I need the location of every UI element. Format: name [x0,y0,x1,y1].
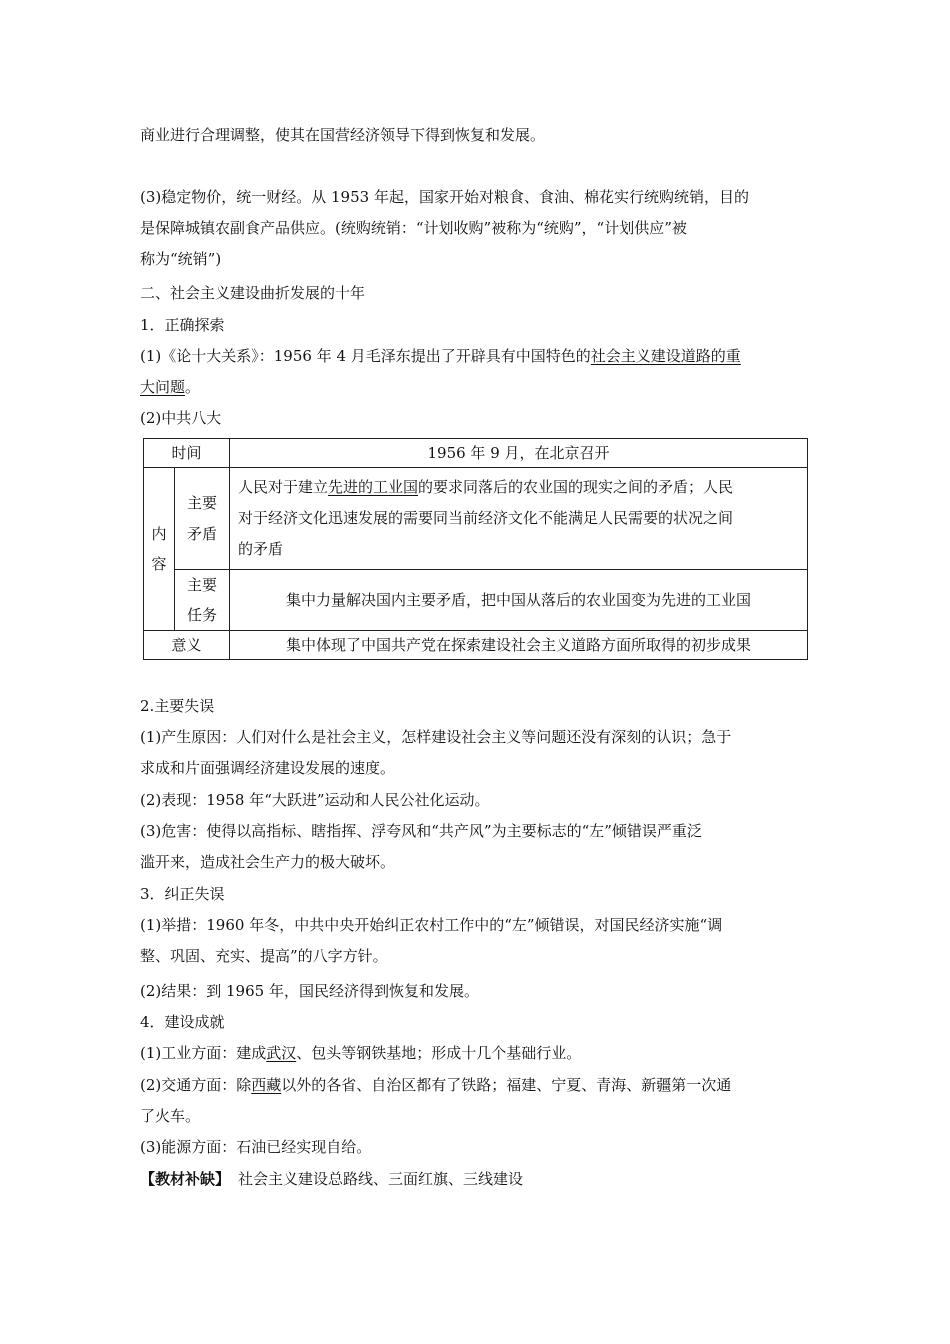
supplement-line [140,1169,812,1189]
table-row [144,439,808,468]
paragraph-line: 商业进行合理调整，使其在国营经济领导下得到恢复和发展。 [140,126,546,144]
table-row [144,570,808,631]
text-span: 。 [185,378,201,396]
paragraph-line: 整、巩固、充实、提高”的八字方针。 [140,947,388,965]
table-cell-label [175,468,230,570]
table-row [144,631,808,660]
table-cell-label: 意义 [144,631,230,660]
text-span: 对于经济文化迅速发展的需要同当前经济文化不能满足人民需要的状况之间 [238,509,734,527]
table-cell-value [230,468,808,570]
text-span: 矛盾 [186,524,217,543]
paragraph-line: (1)产生原因：人们对什么是社会主义，怎样建设社会主义等问题还没有深刻的认识；急于 [140,728,732,746]
text-span: (1)工业方面：建成 [140,1044,267,1062]
paragraph-line [140,1075,812,1095]
paragraph-line: 了火车。 [140,1107,201,1125]
text-span: 容 [151,555,167,573]
underlined-text: 社会主义建设道路的重 [590,347,741,365]
table-cell-label [175,570,230,631]
paragraph-line: (3)稳定物价，统一财经。从 1953 年起，国家开始对粮食、食油、棉花实行统购统销，目的 [140,188,749,206]
text-span: (2)交通方面：除 [140,1076,252,1094]
text-span: 主要 [186,576,217,594]
subsection-heading: 2.主要失误 [140,697,215,715]
paragraph-line: (2)结果：到 1965 年，国民经济得到恢复和发展。 [140,982,479,1000]
paragraph-line: (2)表现：1958 年“大跃进”运动和人民公社化运动。 [140,791,490,809]
paragraph-line: (1)举措：1960 年冬，中共中央开始纠正农村工作中的“左”倾错误，对国民经济实施“调 [140,916,723,934]
congress-table [143,438,808,660]
subsection-heading: 1．正确探索 [140,316,225,334]
subsection-heading: 3．纠正失误 [140,885,225,903]
table-cell-label [144,468,175,631]
text-span: 以外的各省、自治区都有了铁路；福建、宁夏、青海、新疆第一次通 [281,1076,732,1094]
text-span: (1)《论十大关系》：1956 年 4 月毛泽东提出了开辟具有中国特色的 [140,347,591,365]
underlined-text: 武汉 [266,1044,297,1062]
text-span: 主要 [186,493,217,512]
text-span: 内 [151,525,167,543]
table-cell-value: 集中力量解决国内主要矛盾，把中国从落后的农业国变为先进的工业国 [230,570,808,631]
text-span: 任务 [186,606,217,624]
text-span: 的矛盾 [238,540,284,558]
text-span: 、包头等钢铁基地；形成十几个基础行业。 [296,1044,582,1062]
table-row [144,468,808,570]
paragraph-line: 称为“统销”) [140,250,222,268]
section-heading: 二、社会主义建设曲折发展的十年 [140,284,366,302]
paragraph-line [140,377,812,397]
text-span: 的要求同落后的农业国的现实之间的矛盾；人民 [418,478,734,496]
paragraph-line: (3)危害：使得以高指标、瞎指挥、浮夸风和“共产风”为主要标志的“左”倾错误严重泛 [140,822,702,840]
paragraph-line [140,346,812,366]
table-cell-value: 集中体现了中国共产党在探索建设社会主义道路方面所取得的初步成果 [230,631,808,660]
supplement-text: 社会主义建设总路线、三面红旗、三线建设 [238,1170,524,1188]
paragraph-line: 滥开来，造成社会生产力的极大破坏。 [140,853,396,871]
underlined-text: 西藏 [251,1076,282,1094]
underlined-text: 先进的工业国 [328,478,419,496]
paragraph-line: 求成和片面强调经济建设发展的速度。 [140,759,396,777]
supplement-label: 【教材补缺】 [140,1170,231,1188]
paragraph-line: (3)能源方面：石油已经实现自给。 [140,1138,372,1156]
table-cell-label: 时间 [144,439,230,468]
underlined-text: 大问题 [140,378,186,396]
subsection-heading: 4．建设成就 [140,1013,225,1031]
paragraph-line: 是保障城镇农副食产品供应。(统购统销：“计划收购”被称为“统购”，“计划供应”被 [140,219,687,237]
text-span: 人民对于建立 [238,478,329,496]
paragraph-line [140,1043,812,1063]
table-cell-value: 1956 年 9 月，在北京召开 [230,439,808,468]
paragraph-line: (2)中共八大 [140,409,222,427]
